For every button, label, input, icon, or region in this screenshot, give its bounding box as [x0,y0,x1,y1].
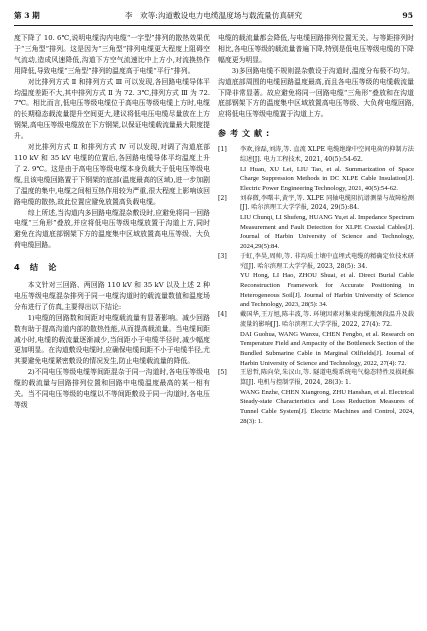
reference-chinese: 于虹,李昊,周帅,等. 非均质土壤中直埋式电缆的精确定位技术研究[J]. 哈尔滨理工大学学报, 2023, 28(5): 34. [240,252,414,270]
reference-english: LI Huan, XU Lei, LIU Tao, et al. Summarization of Space Charge Suppression Methods in DC XLPE Cable Insulation[J]. Electric Power Engineering Technology, 2021, 40(5):54-62. [240,165,414,192]
reference-index: [4] [218,311,227,319]
references-heading: 参考文献: [218,129,274,139]
reference-item [218,145,414,194]
reference-chinese: 刘春微,李曙丰,黄宇,等. XLPE 同轴电缆阻抗谱测量与故障检测[J]. 哈尔滨理工大学学报, 2024, 29(5):84. [240,194,414,212]
page-number: 95 [402,11,413,20]
reference-item [218,310,414,368]
body-paragraph: 3)多回路电缆不规则混杂敷设于沟道时,温度分布极不均匀。沟道底部周围的电缆回路温度最高,而且各电压等级的电缆载流量下降非常显著。故应避免将同一回路电缆“三角形”叠放和在沟道底部钢架下方的温度集中区域放置高电压等级、大负荷电缆回路,应将低电压等级电缆置于沟道上方。 [218,66,414,119]
reference-chinese: 王恩哲,陈向荣,朱汉山,等. 隧道电缆系统电气稳态特性及损耗推算[J]. 电机与控制学报, 2024, 28(3): 1. [240,369,414,387]
reference-item [218,252,414,310]
header-rule [14,25,413,26]
left-column [14,33,210,411]
body-paragraph: 1)电缆的回路数和间距对电缆载流量有显著影响。减少回路数有助于提高沟道内部的散热性能,从而提高载流量。当电缆间距减小时,电缆的载流量逐渐减少,当间距小于电缆半径时,减少幅度更加明显。在沟道敷设电缆时,应确保电缆间距不小于电缆半径,尤其要避免电缆紧密敷设的情况发生,防止电缆载流量的降低。 [14,313,210,366]
reference-english: DAI Guohua, WANG Wanxu, CHEN Fengbo, et al. Research on Temperature Field and Ampacity of the Bottleneck Section of the Bundled Submarine Cable in Marginal Oilfields[J]. Journal of Harbin University of Science and Technology, 2022, 27(4): 72. [240,330,414,367]
reference-index: [3] [218,252,227,260]
reference-english: YU Hong, LI Hao, ZHOU Shuai, et al. Direct Burial Cable Reconstruction Framework for Accurate Positioning in Heterogeneous Soil[J]. Journal of Harbin University of Science and Technology, 2023, 28(5): 34. [240,272,414,309]
issue-number: 第 3 期 [14,11,40,20]
section-heading: 4 结 论 [14,262,58,273]
body-paragraph: 对比排列方式 Ⅱ 和排列方式 Ⅳ 可以发现,对调了沟道底部 110 kV 和 35 kV 电缆的位置后,各回路电缆导体平均温度上升了 2. 9℃。这是由于高电压等级电缆本身负载大于低电压等级电缆,且该电缆回路置于下钢架的底部(温度最高的区域),进一步加剧了温度的集中,电缆之间相互热作用较为严重,很大程度上影响该回路电缆的散热,故此位置应避免放置高负载电缆。 [14,143,210,206]
right-column [218,33,414,427]
reference-index: [5] [218,369,227,377]
body-paragraph: 度下降了 10. 6℃,说明电缆沟内电缆“一字型”排列的散热效果优于“三角型”排列。这是因为“三角型”排列电缆更大程度上阻碍空气流动,造成风速降低,沟道下方空气流速比中上方小,对流换热作用降低,导致电缆“三角型”排列的温度高于电缆“平行”排列。 [14,34,210,75]
reference-index: [2] [218,194,227,202]
running-header [14,8,413,24]
body-paragraph: 2)不同电压等级电缆等间距混杂于同一沟道时,各电压等级电缆的载流量与回路排列位置和回路中电缆温度最高的某一相有关。当不同电压等级的电缆以不等间距敷设于同一沟道时,各电压等级 [14,368,210,409]
body-paragraph: 电缆的载流量都会降低,与电缆回路排列位置无关。与等距排列时相比,各电压等级的载流量普遍下降,特别是低电压等级电缆的下降幅度更为明显。 [218,34,414,64]
reference-english: LIU Chunqi, LI Shufeng, HUANG Yu,et al. Impedance Spectrum Measurement and Fault Detection for XLPE Coaxial Cables[J]. Journal of Harbin University of Science and Technology, 2024,29(5):84. [240,214,414,251]
running-title: 李 欢等:沟道敷设电力电缆温度场与载流量仿真研究 [124,11,303,20]
body-paragraph: 对比排列方式 Ⅱ 和排列方式 Ⅲ 可以发现,各回路电缆导体平均温度差距不大,其中排列方式 Ⅱ 为 72. 3℃,排列方式 Ⅲ 为 72. 7℃。相比而言,低电压等级电缆位于高电压等级电缆上方时,电缆的长期稳态载流量提升空间更大,建议将低电压电缆尽量放在上方钢架,高电压等级电缆放在下方钢架,以保证电缆载流量最大限度提升。 [14,77,210,141]
reference-chinese: 李欢,徐磊,刘涛,等. 直流 XLPE 电缆绝缘中空间电荷的抑制方法综述[J]. 电力工程技术, 2021, 40(5):54-62. [240,146,414,163]
reference-item [218,368,414,426]
reference-chinese: 戴国华,王万旭,陈丰波,等. 环境因素对集束海缆瓶颈段温升及载流量的影响[J]. 哈尔滨理工大学学报, 2022, 27(4): 72. [240,311,414,328]
body-paragraph: 本文针对三回路、两回路 110 kV 和 35 kV 以及上述 2 种电压等级电缆混杂排列于同一电缆沟道时的载流量数值和温度场分布进行了仿真,主要得出以下结论: [14,281,210,311]
body-paragraph: 综上所述,当沟道内多回路电缆混杂敷设时,应避免将同一回路电缆“三角形”叠放,并应将低电压等级电缆放置于沟道上方,同时避免在沟道底部钢架下方的温度集中区域放置高电压等级、大负荷电缆回路。 [14,208,210,250]
reference-english: WANG Enzhe, CHEN Xiangrong, ZHU Hanshan, et al. Electrical Steady-state Characteristics and Loss Reduction Measures of Tunnel Cable System[J]. Electric Machines and Control, 2024, 28(3): 1. [240,388,414,425]
reference-index: [1] [218,146,227,154]
reference-item [218,194,414,252]
